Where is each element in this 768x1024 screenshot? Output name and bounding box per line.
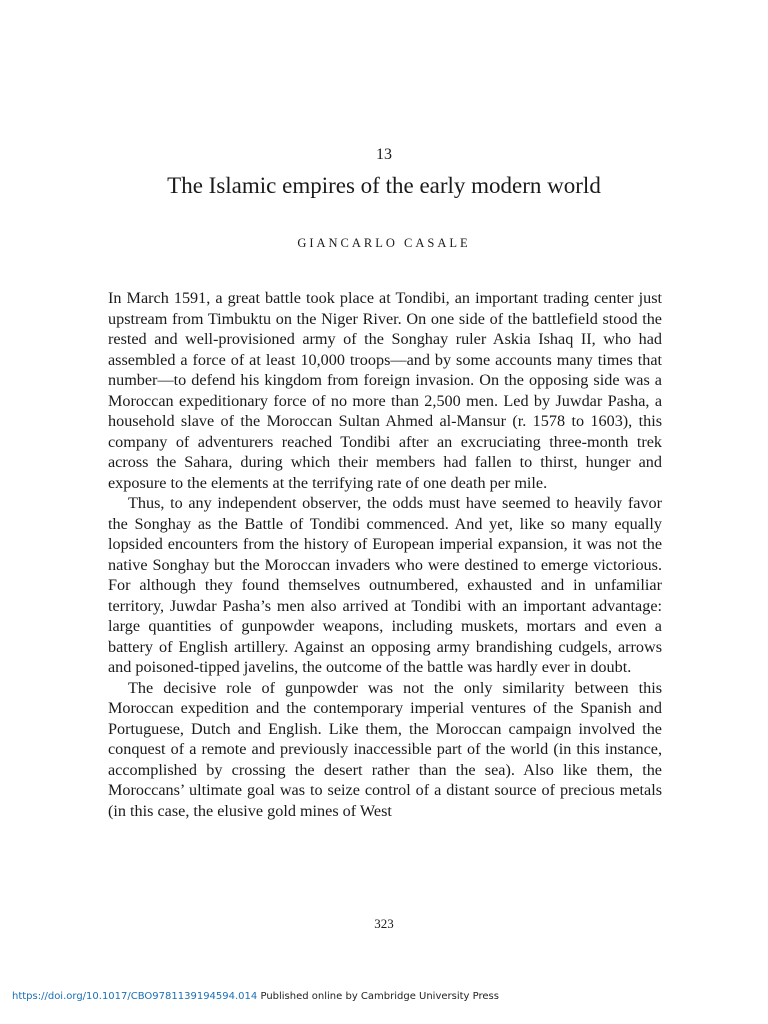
footer [12, 991, 499, 1002]
author-name: GIANCARLO CASALE [297, 236, 471, 250]
paragraph-1: In March 1591, a great battle took place at Tondibi, an important trading center just upstream from Timbuktu on the Niger River. On one side of the battlefield stood the rested and well-provisioned army of the Songhay ruler Askia Ishaq II, who had assembled a force of at least 10,000 troops—and by some accounts many times that number—to defend his kingdom from foreign invasion. On the opposing side was a Moroccan expeditionary force of no more than 2,500 men. Led by Juwdar Pasha, a household slave of the Moroccan Sultan Ahmed al-Mansur (r. 1578 to 1603), this company of adventurers reached Tondibi after an excruciating three-month trek across the Sahara, during which their members had fallen to thirst, hunger and exposure to the elements at the terrifying rate of one death per mile. [108, 289, 662, 492]
published-online-text: Published online by Cambridge University Press [257, 991, 499, 1002]
chapter-title: The Islamic empires of the early modern world [167, 173, 601, 198]
chapter-number: 13 [376, 146, 392, 163]
paragraph-3: The decisive role of gunpowder was not the only similarity between this Moroccan expedition and the contemporary imperial ventures of the Spanish and Portuguese, Dutch and English. Like them, the Moroccan campaign involved the conquest of a remote and previously inaccessible part of the world (in this instance, accomplished by crossing the desert rather than the sea). Also like them, the Moroccans’ ultimate goal was to seize control of a distant source of precious metals (in this case, the elusive gold mines of West [108, 678, 662, 820]
body-text [108, 288, 662, 821]
page-number: 323 [374, 916, 394, 931]
paragraph-2: Thus, to any independent observer, the odds must have seemed to heavily favor the Songhay as the Battle of Tondibi commenced. And yet, like so many equally lopsided encounters from the history of European imperial expansion, it was not the native Songhay but the Moroccan invaders who were destined to emerge victorious. For although they found themselves outnumbered, exhausted and in unfamiliar territory, Juwdar Pasha’s men also arrived at Tondibi with an important advantage: large quantities of gunpowder weapons, including muskets, mortars and even a battery of English artillery. Against an opposing army brandishing cudgels, arrows and poisoned-tipped javelins, the outcome of the battle was hardly ever in doubt. [108, 494, 662, 676]
doi-link[interactable]: https://doi.org/10.1017/CBO9781139194594.014 [12, 991, 258, 1002]
